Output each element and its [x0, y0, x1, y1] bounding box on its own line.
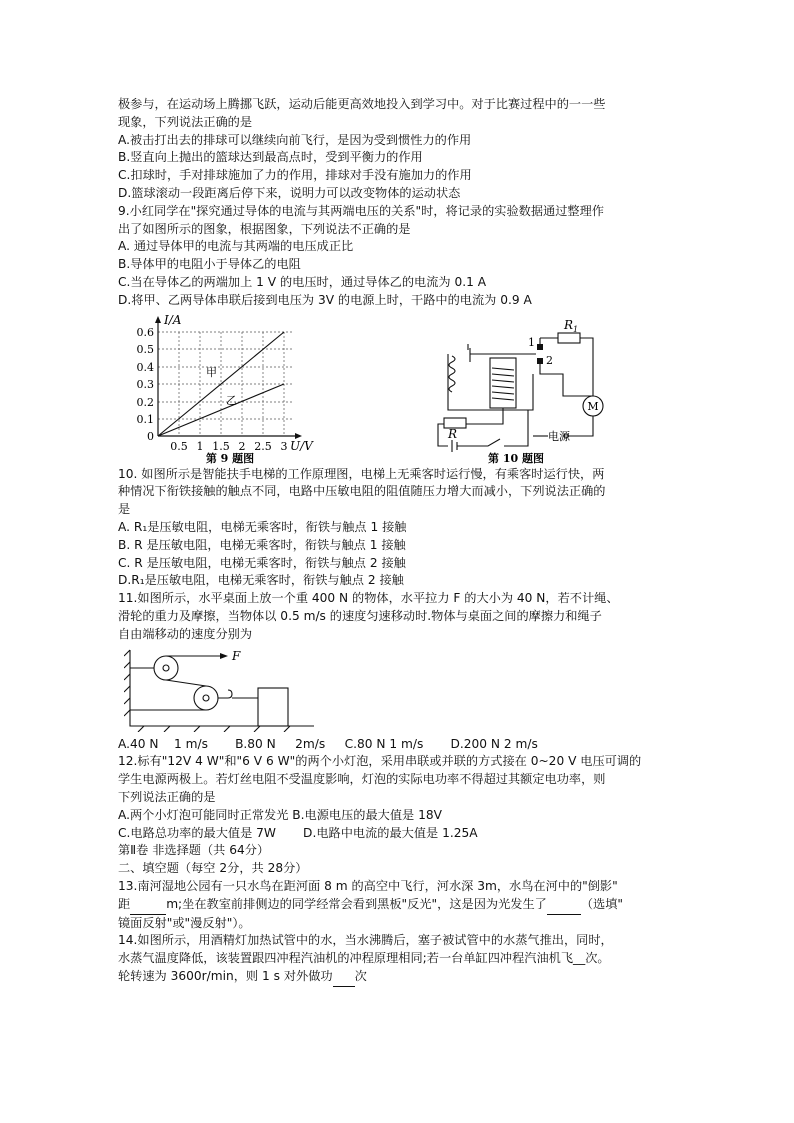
q12-options-ab: A.两个小灯泡可能同时正常发光 B.电源电压的最大值是 18V — [118, 807, 442, 822]
fig9-ytick: 0.4 — [136, 360, 154, 374]
q10-line1: 10. 如图所示是智能扶手电梯的工作原理图，电梯上无乘客时运行慢，有乘客时运行快，两 — [118, 466, 605, 481]
q13-blank-2[interactable] — [547, 896, 581, 915]
fig9-ytick: 0.1 — [136, 412, 154, 426]
q9-option-a: A. 通过导体甲的电流与其两端的电压成正比 — [118, 239, 354, 254]
fig10-label-r1-sub: 1 — [573, 324, 579, 334]
q13-blank-1[interactable] — [130, 896, 166, 915]
fig10-caption: 第 10 题图 — [488, 451, 544, 464]
fig11-pulley-svg — [124, 646, 324, 732]
q11-line1: 11.如图所示，水平桌面上放一个重 400 N 的物体，水平拉力 F 的大小为 40 N，若不计绳、 — [118, 591, 619, 606]
q8-option-d: D.篮球滚动一段距离后停下来，说明力可以改变物体的运动状态 — [118, 185, 461, 200]
q13-line2 — [118, 896, 678, 915]
fig10-wire-switch — [457, 410, 528, 446]
part2-title: 第Ⅱ卷 非选择题（共 64分） — [118, 843, 270, 858]
fig10-wire-right-bottom — [566, 416, 593, 436]
fig10-wire-contact2 — [540, 364, 593, 396]
fig9-ytick: 0.3 — [136, 377, 154, 391]
fig9-caption: 第 9 题图 — [205, 451, 255, 464]
q9-option-c: C.当在导体乙的两端加上 1 V 的电压时，通过导体乙的电流为 0.1 A — [118, 274, 487, 289]
q10-option-a: A. R₁是压敏电阻，电梯无乘客时，衔铁与触点 1 接触 — [118, 519, 407, 534]
fig9-ytick: 0.2 — [136, 395, 154, 409]
fig9-x-label: U/V — [290, 438, 313, 453]
q9-line2: 出了如图所示的图象，根据图象，下列说法不正确的是 — [118, 221, 411, 236]
q13-text-c: （选填" — [580, 896, 623, 911]
fig9-ytick: 0.5 — [136, 342, 154, 356]
q12-line2: 学生电源两极上。若灯丝电阻不受温度影响，灯泡的实际电功率不得超过其额定电功率，则 — [118, 772, 606, 787]
fig10-resistor-r1 — [558, 333, 580, 343]
fig9-xtick: 0.5 — [170, 439, 188, 453]
fig11-pulley — [118, 646, 678, 732]
q8-intro-line1: 极参与，在运动场上腾挪飞跃，运动后能更高效地投入到学习中。对于比赛过程中的一一些 — [118, 97, 606, 111]
fig10-circuit — [408, 314, 608, 464]
q13-line1: 13.南河湿地公园有一只水鸟在距河面 8 m 的高空中飞行，河水深 3m，水鸟在河中的"倒影" — [118, 878, 618, 893]
exam-page — [118, 96, 678, 987]
fig11-label-f: F — [232, 648, 241, 663]
fig9-xtick: 1.5 — [212, 439, 230, 453]
fig9-label-jia: 甲 — [206, 365, 217, 379]
fig11-hook — [218, 690, 232, 698]
q13-text-b: m;坐在教室前排侧边的同学经常会看到黑板"反光"，这是因为光发生了 — [166, 896, 547, 911]
fig10-battery — [452, 440, 457, 452]
fig10-wire-right — [580, 338, 593, 396]
q8-option-a: A.被击打出去的排球可以继续向前飞行，是因为受到惯性力的作用 — [118, 132, 472, 147]
q14-blank[interactable] — [333, 968, 355, 987]
fig9-grid — [158, 332, 293, 436]
fig10-label-1: 1 — [528, 335, 535, 349]
q11-options: A.40 N 1 m/s B.80 N 2m/s C.80 N 1 m/s D.200 N 2 m/s — [118, 736, 538, 751]
fig9-label-yi: 乙 — [226, 393, 237, 407]
q12-line1: 12.标有"12V 4 W"和"6 V 6 W"的两个小灯泡，采用串联或并联的方式接在 0~20 V 电压可调的 — [118, 754, 642, 769]
q10-option-b: B. R 是压敏电阻，电梯无乘客时，衔铁与触点 1 接触 — [118, 537, 406, 552]
fig9-graph — [118, 314, 338, 464]
fig9-y-label: I/A — [164, 313, 182, 327]
q13-line3: 镜面反射"或"漫反射"）。 — [118, 915, 251, 930]
fig10-electromagnet — [490, 358, 516, 408]
fig11-ground-hatch — [138, 726, 290, 732]
section2-title: 二、填空题（每空 2分，共 28分） — [118, 861, 308, 876]
fig9-xtick: 1 — [196, 439, 204, 453]
fig11-force-arrow — [220, 653, 228, 659]
fig9-xtick: 2.5 — [254, 439, 272, 453]
fig11-moving-pulley — [194, 686, 218, 710]
q10-option-c: C. R 是压敏电阻，电梯无乘客时，衔铁与触点 2 接触 — [118, 555, 406, 570]
q11-line2: 滑轮的重力及摩擦，当物体以 0.5 m/s 的速度匀速移动时.物体与桌面之间的摩擦力和绳子 — [118, 608, 602, 623]
q8-option-b: B.竖直向上抛出的篮球达到最高点时，受到平衡力的作用 — [118, 150, 423, 165]
fig11-wall-hatch — [124, 650, 130, 716]
fig10-pivot — [468, 344, 470, 362]
q14-line3 — [118, 968, 678, 987]
q13-text-a: 距 — [118, 896, 131, 911]
q14-text-b: 次 — [354, 968, 367, 983]
q8-intro-line2: 现象，下列说法正确的是 — [118, 114, 253, 129]
q12-options-cd: C.电路总功率的最大值是 7W D.电路中电流的最大值是 1.25A — [118, 825, 478, 840]
fig10-label-power: 电源 — [548, 429, 570, 443]
fig10-contact2 — [537, 358, 543, 364]
fig11-block — [258, 688, 288, 726]
fig9-ytick: 0 — [147, 429, 154, 443]
fig9-xtick: 2 — [238, 439, 246, 453]
q14-line2: 水蒸气温度降低，该装置跟四冲程汽油机的冲程原理相同;若一台单缸四冲程汽油机飞__次。 — [118, 951, 610, 966]
fig9-xtick: 3 — [280, 439, 288, 453]
q8-option-c: C.扣球时，手对排球施加了力的作用，排球对手没有施加力的作用 — [118, 168, 472, 183]
q10-line3: 是 — [118, 502, 131, 517]
fig10-label-r1-main: R — [564, 317, 574, 332]
fig10-label-r1 — [563, 318, 578, 334]
q14-line1: 14.如图所示，用酒精灯加热试管中的水，当水沸腾后，塞子被试管中的水蒸气推出，同时， — [118, 933, 613, 948]
q14-text-a: 轮转速为 3600r/min，则 1 s 对外做功 — [118, 968, 333, 983]
q11-line3: 自由端移动的速度分别为 — [118, 626, 253, 641]
fig10-label-r: R — [448, 426, 458, 441]
q12-line3: 下列说法正确的是 — [118, 789, 216, 804]
fig10-label-2: 2 — [546, 353, 553, 367]
q9-option-d: D.将甲、乙两导体串联后接到电压为 3V 的电源上时，干路中的电流为 0.9 A — [118, 292, 532, 307]
fig9-y-arrow — [155, 316, 161, 323]
q9-option-b: B.导体甲的电阻小于导体乙的电阻 — [118, 257, 301, 272]
fig9-ytick: 0.6 — [136, 325, 154, 339]
fig10-spring — [449, 356, 455, 392]
fig11-fixed-pulley — [154, 656, 178, 680]
fig10-label-m: M — [587, 399, 599, 413]
fig9-y-ticks — [137, 326, 155, 443]
q9-line1: 9.小红同学在"探究通过导体的电流与其两端电压的关系"时，将记录的实验数据通过整理作 — [118, 203, 604, 218]
q10-line2: 种情况下衔铁接触的触点不同，电路中压敏电阻的阻值随压力增大而减小，下列说法正确的 — [118, 484, 606, 499]
q10-option-d: D.R₁是压敏电阻，电梯无乘客时，衔铁与触点 2 接触 — [118, 573, 404, 588]
figures-9-10 — [118, 314, 678, 464]
fig11-rope-mid — [166, 680, 206, 686]
fig10-contact1 — [537, 344, 543, 350]
